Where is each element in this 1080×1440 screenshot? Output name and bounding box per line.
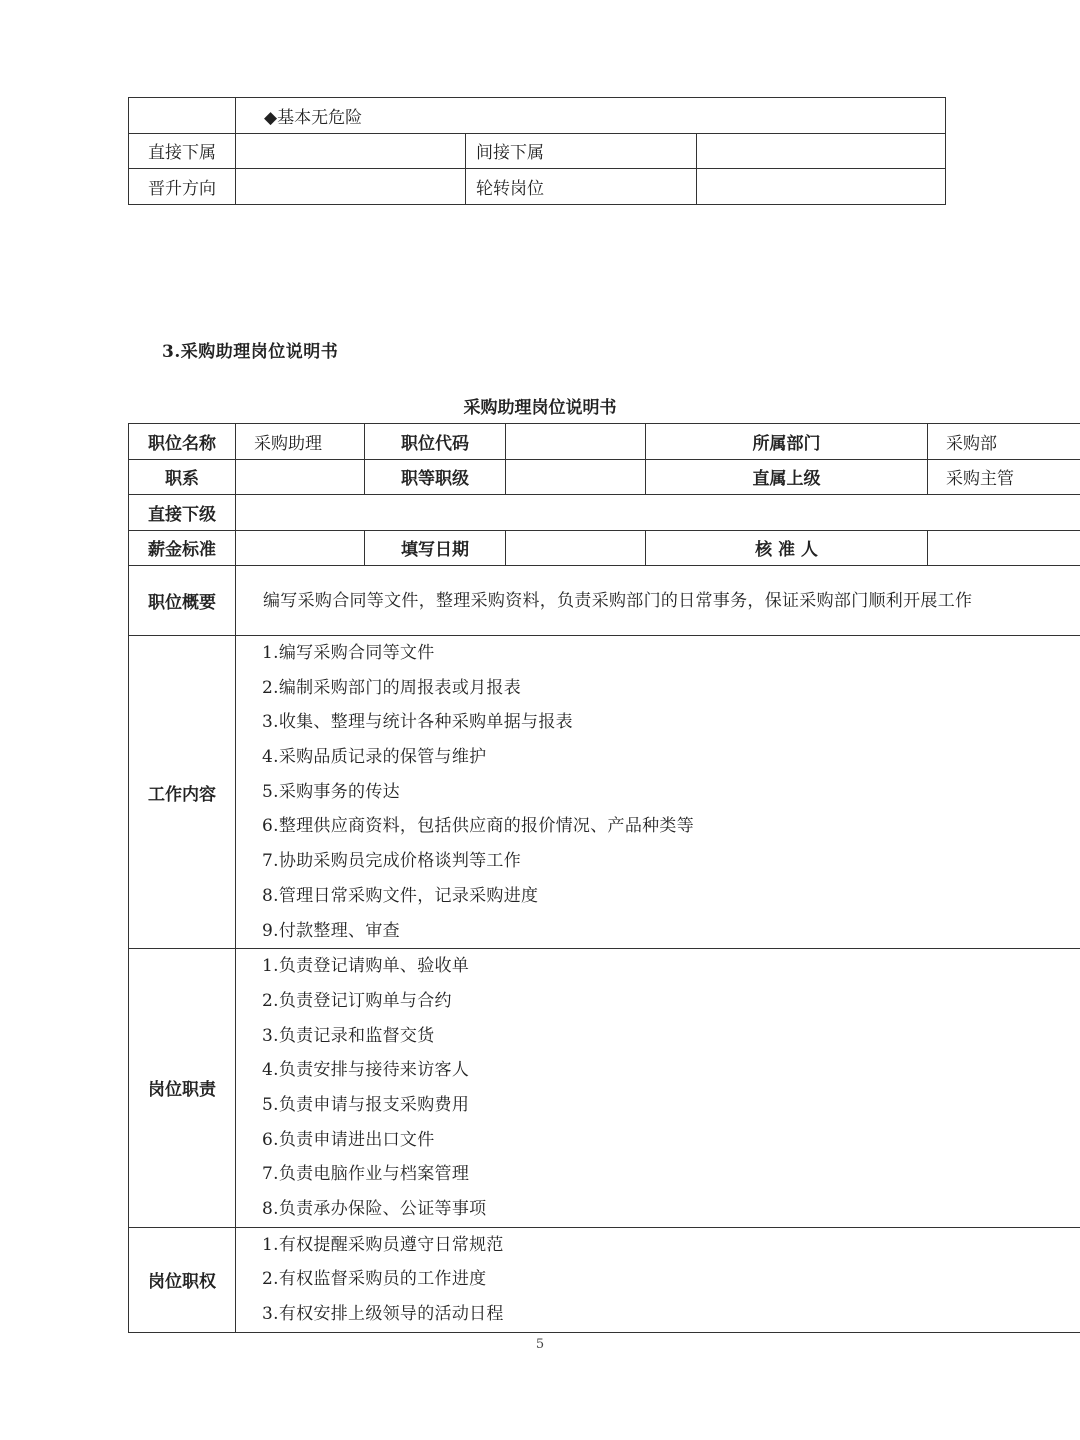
job-description-table bbox=[128, 423, 1080, 1333]
list-item: 7.负责电脑作业与档案管理 bbox=[262, 1164, 470, 1185]
rotation-value bbox=[697, 169, 946, 205]
work-content-list bbox=[262, 636, 1080, 948]
approver-label: 核 准 人 bbox=[646, 530, 928, 566]
position-code-value bbox=[506, 424, 646, 460]
direct-subordinate-value bbox=[236, 495, 1080, 531]
fill-date-label: 填写日期 bbox=[365, 530, 506, 566]
page-number: 5 bbox=[535, 1337, 545, 1352]
list-item: 4.采购品质记录的保管与维护 bbox=[262, 747, 487, 768]
department-value: 采购部 bbox=[928, 424, 1080, 460]
approver-value bbox=[928, 530, 1080, 566]
risk-text: ◆基本无危险 bbox=[236, 98, 946, 134]
direct-subordinate-label: 直接下属 bbox=[129, 133, 236, 169]
duties-cell bbox=[236, 949, 1080, 1228]
authority-list bbox=[262, 1228, 1080, 1332]
rotation-label: 轮转岗位 bbox=[466, 169, 697, 205]
table-row bbox=[129, 98, 946, 134]
work-content-label: 工作内容 bbox=[129, 636, 236, 949]
direct-subordinate-value bbox=[236, 133, 466, 169]
table-row bbox=[129, 495, 1080, 531]
top-table bbox=[128, 97, 946, 205]
work-content-cell bbox=[236, 636, 1080, 949]
position-name-label: 职位名称 bbox=[129, 424, 236, 460]
list-item: 5.负责申请与报支采购费用 bbox=[262, 1094, 470, 1115]
position-name-value: 采购助理 bbox=[236, 424, 365, 460]
list-item: 3.有权安排上级领导的活动日程 bbox=[262, 1304, 504, 1325]
list-item: 4.负责安排与接待来访客人 bbox=[262, 1060, 470, 1081]
list-item: 2.有权监督采购员的工作进度 bbox=[262, 1269, 487, 1290]
list-item: 6.整理供应商资料，包括供应商的报价情况、产品种类等 bbox=[262, 816, 695, 837]
table-row bbox=[129, 1227, 1080, 1332]
series-value bbox=[236, 459, 365, 495]
table-row bbox=[129, 530, 1080, 566]
list-item: 7.协助采购员完成价格谈判等工作 bbox=[262, 851, 522, 872]
fill-date-value bbox=[506, 530, 646, 566]
list-item: 9.付款整理、审查 bbox=[262, 920, 400, 941]
list-item: 2.编制采购部门的周报表或月报表 bbox=[262, 677, 522, 698]
grade-label: 职等职级 bbox=[365, 459, 506, 495]
list-item: 1.负责登记请购单、验收单 bbox=[262, 956, 470, 977]
empty-cell bbox=[129, 98, 236, 134]
superior-label: 直属上级 bbox=[646, 459, 928, 495]
list-item: 8.管理日常采购文件，记录采购进度 bbox=[262, 885, 539, 906]
promotion-value bbox=[236, 169, 466, 205]
list-item: 1.有权提醒采购员遵守日常规范 bbox=[262, 1234, 504, 1255]
table-row bbox=[129, 133, 946, 169]
department-label: 所属部门 bbox=[646, 424, 928, 460]
list-item: 5.采购事务的传达 bbox=[262, 781, 400, 802]
table-row bbox=[129, 566, 1080, 636]
direct-subordinate-label: 直接下级 bbox=[129, 495, 236, 531]
table-title: 采购助理岗位说明书 bbox=[463, 398, 617, 418]
series-label: 职系 bbox=[129, 459, 236, 495]
overview-text: 编写采购合同等文件，整理采购资料，负责采购部门的日常事务，保证采购部门顺利开展工作 bbox=[236, 566, 1080, 636]
table-row bbox=[129, 636, 1080, 949]
table-row bbox=[129, 949, 1080, 1228]
indirect-subordinate-value bbox=[697, 133, 946, 169]
promotion-label: 晋升方向 bbox=[129, 169, 236, 205]
table-row bbox=[129, 459, 1080, 495]
list-item: 6.负责申请进出口文件 bbox=[262, 1129, 435, 1150]
section-heading: 3.采购助理岗位说明书 bbox=[162, 342, 339, 362]
table-row bbox=[129, 169, 946, 205]
indirect-subordinate-label: 间接下属 bbox=[466, 133, 697, 169]
salary-value bbox=[236, 530, 365, 566]
overview-label: 职位概要 bbox=[129, 566, 236, 636]
authority-label: 岗位职权 bbox=[129, 1227, 236, 1332]
list-item: 3.负责记录和监督交货 bbox=[262, 1025, 435, 1046]
authority-cell bbox=[236, 1227, 1080, 1332]
duties-label: 岗位职责 bbox=[129, 949, 236, 1228]
list-item: 1.编写采购合同等文件 bbox=[262, 643, 435, 663]
table-row bbox=[129, 424, 1080, 460]
list-item: 3.收集、整理与统计各种采购单据与报表 bbox=[262, 712, 573, 733]
list-item: 2.负责登记订购单与合约 bbox=[262, 990, 452, 1011]
salary-label: 薪金标准 bbox=[129, 530, 236, 566]
superior-value: 采购主管 bbox=[928, 459, 1080, 495]
duties-list bbox=[262, 949, 1080, 1227]
grade-value bbox=[506, 459, 646, 495]
position-code-label: 职位代码 bbox=[365, 424, 506, 460]
list-item: 8.负责承办保险、公证等事项 bbox=[262, 1199, 487, 1219]
